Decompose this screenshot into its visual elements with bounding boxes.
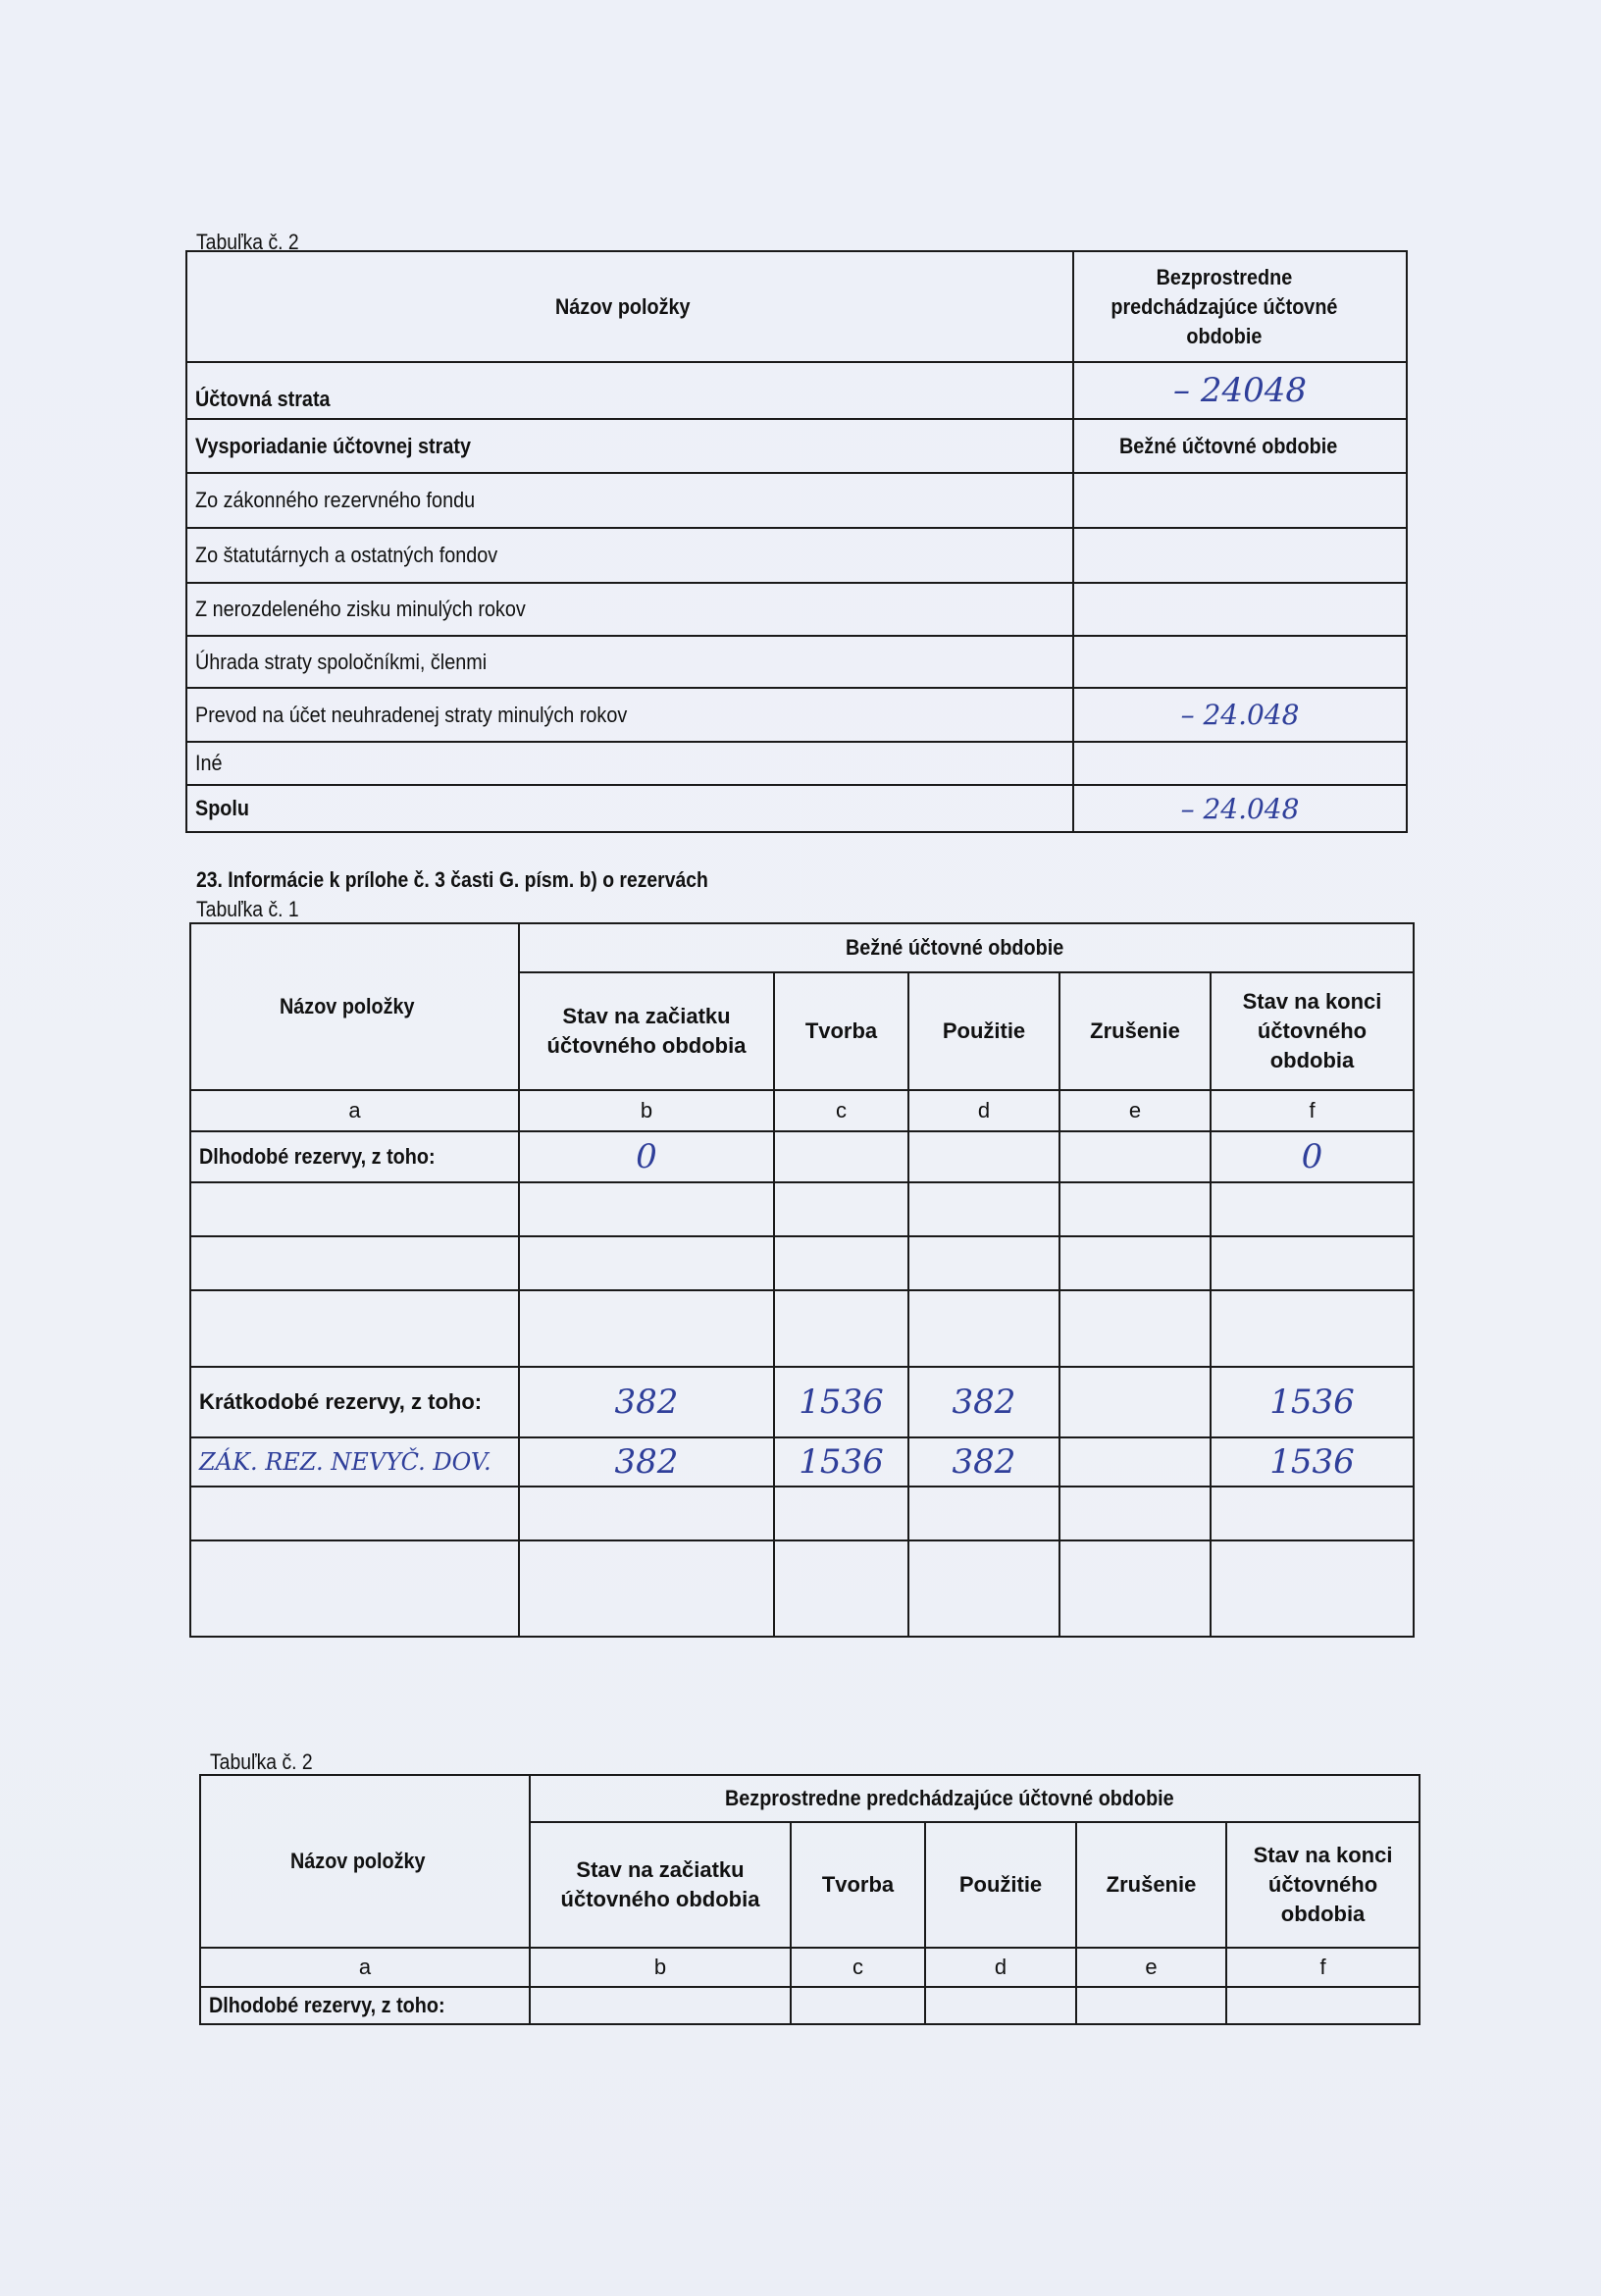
row-label: Zo zákonného rezervného fondu: [186, 473, 1073, 528]
cell-creation: [774, 1236, 908, 1290]
row-name: [190, 1540, 519, 1637]
table-row: [190, 1182, 1414, 1236]
cell-usage: [908, 1290, 1059, 1367]
col-letter: a: [200, 1948, 530, 1987]
row-name: Dlhodobé rezervy, z toho:: [190, 1131, 519, 1182]
col-letter: d: [925, 1948, 1076, 1987]
loss-table: [185, 250, 1408, 833]
table-caption-2: Tabuľka č. 2: [210, 1749, 313, 1774]
row-name-handwritten: ZÁK. REZ. NEVYČ. DOV.: [190, 1437, 519, 1487]
row-name: [190, 1236, 519, 1290]
cell-start: [519, 1182, 774, 1236]
cell-creation: [774, 1487, 908, 1540]
cell-usage: [908, 1182, 1059, 1236]
cell-end: 0: [1211, 1131, 1414, 1182]
col-header-usage: Použitie: [925, 1822, 1076, 1948]
col-letter: c: [774, 1090, 908, 1131]
table-row: [190, 1290, 1414, 1367]
cell-usage: [908, 1540, 1059, 1637]
cell-end: [1211, 1290, 1414, 1367]
col-header-prev-period: Bezprostredne predchádzajúce účtovné obdobie: [1073, 251, 1407, 362]
col-header-end: Stav na konci účtovného obdobia: [1211, 972, 1414, 1090]
cell-end: 1536: [1211, 1367, 1414, 1437]
col-letter: b: [530, 1948, 791, 1987]
cell-creation: 1536: [774, 1367, 908, 1437]
cell-start: [519, 1487, 774, 1540]
table-row: [190, 1131, 1414, 1182]
cell-start: [519, 1540, 774, 1637]
period-header-previous: Bezprostredne predchádzajúce účtovné obdobie: [530, 1775, 1420, 1822]
col-header-item: Názov položky: [186, 251, 1073, 362]
col-letter: c: [791, 1948, 925, 1987]
row-label-loss: Účtovná strata: [186, 362, 1073, 419]
col-header-start: Stav na začiatku účtovného obdobia: [530, 1822, 791, 1948]
row-name: [190, 1487, 519, 1540]
col-header-end: Stav na konci účtovného obdobia: [1226, 1822, 1420, 1948]
table-caption-loss: Tabuľka č. 2: [196, 230, 299, 254]
col-header-start: Stav na začiatku účtovného obdobia: [519, 972, 774, 1090]
col-letter: a: [190, 1090, 519, 1131]
row-name: [190, 1182, 519, 1236]
col-header-current-period: Bežné účtovné obdobie: [1073, 419, 1407, 473]
table-row: [190, 1437, 1414, 1487]
row-value-total: – 24.048: [1073, 785, 1407, 832]
cell-start: [519, 1290, 774, 1367]
cell-creation: [774, 1540, 908, 1637]
cell-usage: [908, 1236, 1059, 1290]
cell-cancellation: [1059, 1131, 1211, 1182]
table-row: [190, 1540, 1414, 1637]
col-letter: f: [1211, 1090, 1414, 1131]
col-header-cancellation: Zrušenie: [1076, 1822, 1226, 1948]
row-value: [1073, 636, 1407, 688]
cell-start: 382: [519, 1437, 774, 1487]
col-header-name: Názov položky: [190, 923, 519, 1090]
table-row: [200, 1987, 1420, 2024]
row-value-loss: – 24048: [1073, 362, 1407, 419]
row-value: [1073, 583, 1407, 636]
reserves-table-previous: [199, 1774, 1420, 2025]
cell-start: 382: [519, 1367, 774, 1437]
table-caption-1: Tabuľka č. 1: [196, 897, 299, 921]
row-label: Úhrada straty spoločníkmi, členmi: [186, 636, 1073, 688]
row-value: [1073, 473, 1407, 528]
table-row: [190, 1487, 1414, 1540]
col-header-creation: Tvorba: [774, 972, 908, 1090]
cell-cancellation: [1059, 1182, 1211, 1236]
col-letter: e: [1076, 1948, 1226, 1987]
cell-cancellation: [1076, 1987, 1226, 2024]
cell-creation: 1536: [774, 1437, 908, 1487]
col-header-usage: Použitie: [908, 972, 1059, 1090]
cell-creation: [791, 1987, 925, 2024]
cell-cancellation: [1059, 1540, 1211, 1637]
row-label: Prevod na účet neuhradenej straty minulých rokov: [186, 688, 1073, 742]
row-label-total: Spolu: [186, 785, 1073, 832]
cell-usage: [925, 1987, 1076, 2024]
cell-cancellation: [1059, 1487, 1211, 1540]
row-name: [190, 1290, 519, 1367]
reserves-table-current: [189, 922, 1415, 1638]
row-name: Krátkodobé rezervy, z toho:: [190, 1367, 519, 1437]
cell-start: [519, 1236, 774, 1290]
section-23-title: 23. Informácie k prílohe č. 3 časti G. písm. b) o rezervách: [196, 867, 708, 892]
row-label-settlement: Vysporiadanie účtovnej straty: [186, 419, 1073, 473]
row-label: Iné: [186, 742, 1073, 785]
col-letter: b: [519, 1090, 774, 1131]
cell-end: [1226, 1987, 1420, 2024]
col-header-cancellation: Zrušenie: [1059, 972, 1211, 1090]
cell-end: [1211, 1236, 1414, 1290]
cell-end: [1211, 1182, 1414, 1236]
row-name: Dlhodobé rezervy, z toho:: [200, 1987, 530, 2024]
col-letter: f: [1226, 1948, 1420, 1987]
cell-start: 0: [519, 1131, 774, 1182]
row-value: [1073, 528, 1407, 583]
row-label: Z nerozdeleného zisku minulých rokov: [186, 583, 1073, 636]
cell-creation: [774, 1131, 908, 1182]
cell-cancellation: [1059, 1290, 1211, 1367]
cell-end: [1211, 1540, 1414, 1637]
cell-end: [1211, 1487, 1414, 1540]
row-value: [1073, 742, 1407, 785]
row-value-transfer: – 24.048: [1073, 688, 1407, 742]
col-header-creation: Tvorba: [791, 1822, 925, 1948]
period-header-current: Bežné účtovné obdobie: [519, 923, 1414, 972]
cell-creation: [774, 1290, 908, 1367]
table-row: [190, 1236, 1414, 1290]
cell-start: [530, 1987, 791, 2024]
col-letter: e: [1059, 1090, 1211, 1131]
col-header-name: Názov položky: [200, 1775, 530, 1948]
cell-creation: [774, 1182, 908, 1236]
cell-cancellation: [1059, 1367, 1211, 1437]
cell-usage: [908, 1487, 1059, 1540]
cell-usage: 382: [908, 1437, 1059, 1487]
cell-usage: [908, 1131, 1059, 1182]
cell-end: 1536: [1211, 1437, 1414, 1487]
table-row: [190, 1367, 1414, 1437]
row-label: Zo štatutárnych a ostatných fondov: [186, 528, 1073, 583]
cell-usage: 382: [908, 1367, 1059, 1437]
cell-cancellation: [1059, 1236, 1211, 1290]
col-letter: d: [908, 1090, 1059, 1131]
cell-cancellation: [1059, 1437, 1211, 1487]
